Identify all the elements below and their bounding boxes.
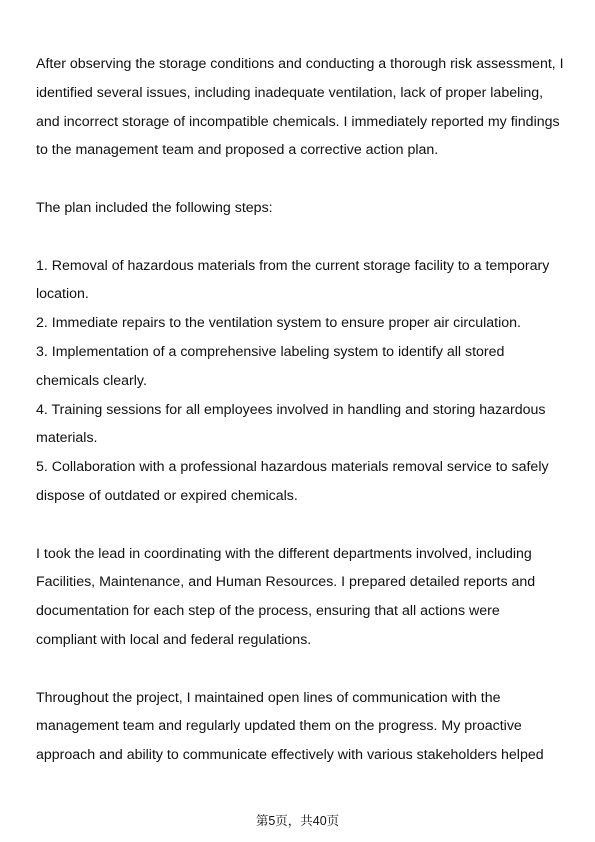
list-item: 3. Implementation of a comprehensive labeling system to identify all stored chemicals clearly.: [36, 343, 505, 389]
paragraph-spacer: [36, 223, 564, 252]
paragraph-spacer: [36, 511, 564, 540]
paragraph-coordination: I took the lead in coordinating with the different departments involved, including Facilities, Maintenance, and Human Resources. I prepared detailed reports and documentation for each step of the process, ensuring that all actions were compliant with local and federal regulations.: [36, 545, 536, 648]
list-item: 5. Collaboration with a professional hazardous materials removal service to safely dispose of outdated or expired chemicals.: [36, 459, 549, 504]
paragraph-spacer: [36, 655, 564, 684]
document-body: [36, 50, 564, 770]
list-item: 4. Training sessions for all employees involved in handling and storing hazardous materials.: [36, 401, 546, 447]
steps-list: [36, 252, 564, 511]
list-item: 1. Removal of hazardous materials from the current storage facility to a temporary location.: [36, 257, 550, 303]
paragraph-plan-intro: The plan included the following steps:: [36, 199, 273, 216]
page-number-footer: 第5页，共40页: [255, 814, 340, 828]
paragraph-communication: Throughout the project, I maintained open lines of communication with the management team and regularly updated them on the progress. My proactive approach and ability to communicate effectively with various stakeholders helped: [36, 689, 544, 764]
paragraph-findings: After observing the storage conditions and conducting a thorough risk assessment, I identified several issues, including inadequate ventilation, lack of proper labeling, and incorrect storage of incompatible chemicals. I immediately reported my findings to the management team and proposed a corrective action plan.: [36, 56, 564, 159]
list-item: 2. Immediate repairs to the ventilation system to ensure proper air circulation.: [36, 315, 521, 332]
paragraph-spacer: [36, 165, 564, 194]
